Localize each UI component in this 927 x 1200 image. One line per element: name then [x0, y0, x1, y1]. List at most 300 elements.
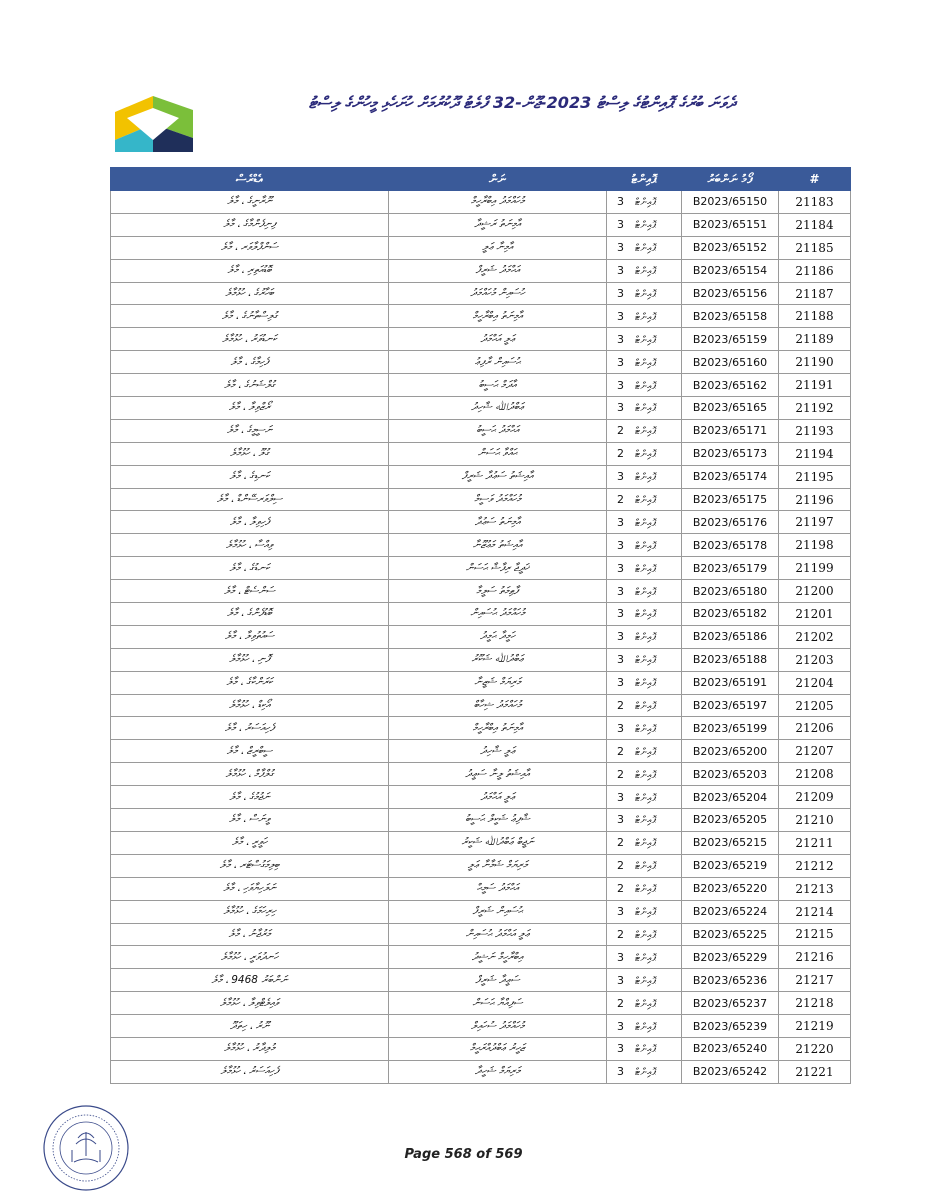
index-cell: 21185	[779, 236, 851, 259]
table-row	[111, 1015, 851, 1038]
points-label: ޕޮއިންޓް	[635, 655, 657, 667]
points-label: ޕޮއިންޓް	[635, 907, 657, 919]
points-value: 3	[617, 287, 624, 300]
address-cell: ވިއްސާ ، ހުޅުމާލެ	[111, 534, 389, 557]
table-row	[111, 717, 851, 740]
name-cell: އާއިޝަތު މަޢުޒޫނާ	[389, 534, 607, 557]
points-label: ޕޮއިންޓް	[635, 266, 657, 278]
points-value: 3	[617, 332, 624, 346]
form-number-cell: B2023/65220	[682, 877, 779, 900]
address-cell: ފެހިއަސަރު ، މާލެ	[111, 717, 389, 740]
points-label: ޕޮއިންޓް	[635, 403, 657, 415]
points-label: ޕޮއިންޓް	[635, 495, 657, 507]
name-cell: އާމިނަތު ސަޢުދާ	[389, 511, 607, 534]
points-value: 3	[617, 1019, 624, 1033]
index-cell: 21210	[779, 809, 851, 832]
name-cell: އާމިނަތު އިބްރާހީމް	[389, 305, 607, 328]
index-cell: 21190	[779, 351, 851, 374]
form-number-cell: B2023/65240	[682, 1037, 779, 1060]
name-cell: އާމިނަތު އިބްރާހީމް	[389, 717, 607, 740]
name-cell: ޙުސައިން ރާފިޢު	[389, 351, 607, 374]
points-label: ޕޮއިންޓް	[635, 952, 657, 964]
points-cell	[607, 419, 682, 442]
index-cell: 21197	[779, 511, 851, 534]
points-cell	[607, 236, 682, 259]
address-cell: ނަޖުމުގެ ، މާލެ	[111, 786, 389, 809]
address-cell: ކަރަންކާގެ ، މާލެ	[111, 671, 389, 694]
address-cell: ހަވީރީ ، މާލެ	[111, 831, 389, 854]
index-cell: 21206	[779, 717, 851, 740]
index-cell: 21202	[779, 625, 851, 648]
form-number-cell: B2023/65171	[682, 419, 779, 442]
name-cell: މުހައްމަދު ވަސީމް	[389, 488, 607, 511]
form-number-cell: B2023/65204	[682, 786, 779, 809]
table-row	[111, 213, 851, 236]
table-row	[111, 923, 851, 946]
name-cell: އަޙްމަދު ސަމީޙް	[389, 877, 607, 900]
col-points: ޕޮއިންޓު	[607, 168, 682, 191]
address-cell: ނަލަހިޔާވަހި ، މާލެ	[111, 877, 389, 900]
index-cell: 21211	[779, 831, 851, 854]
address-cell: ނަސީމީގެ ، މާލެ	[111, 419, 389, 442]
form-number-cell: B2023/65199	[682, 717, 779, 740]
name-cell: ޙުސައިން ޝަރީފް	[389, 900, 607, 923]
form-number-cell: B2023/65152	[682, 236, 779, 259]
index-cell: 21215	[779, 923, 851, 946]
points-value: 2	[617, 859, 624, 873]
points-cell	[607, 763, 682, 786]
points-label: ޕޮއިންޓް	[635, 197, 657, 209]
name-cell: ސަފިއްޔާ ޙަސަން	[389, 992, 607, 1015]
form-number-cell: B2023/65174	[682, 465, 779, 488]
name-cell: ޚަދީޖާ ރިފާޝާ ޙަސަން	[389, 557, 607, 580]
points-value: 2	[617, 447, 624, 461]
points-value: 3	[617, 653, 624, 667]
form-number-cell: B2023/65225	[682, 923, 779, 946]
index-cell: 21189	[779, 328, 851, 351]
address-cell: ކަނޑުވަރު ، ހުޅުމާލެ	[111, 328, 389, 351]
address-cell: ސަންފްލާވަރ ، މާލެ	[111, 236, 389, 259]
index-cell: 21216	[779, 946, 851, 969]
index-cell: 21198	[779, 534, 851, 557]
points-value: 3	[617, 309, 624, 323]
form-number-cell: B2023/65151	[682, 213, 779, 236]
points-value: 3	[617, 813, 624, 827]
points-label: ޕޮއިންޓް	[635, 884, 657, 896]
points-cell	[607, 786, 682, 809]
index-cell: 21207	[779, 740, 851, 763]
name-cell: އާމިނަތު ރަޝީދާ	[389, 213, 607, 236]
points-value: 3	[617, 973, 624, 987]
points-cell	[607, 488, 682, 511]
points-value: 2	[617, 836, 624, 850]
points-label: ޕޮއިންޓް	[635, 563, 657, 575]
points-value: 3	[617, 584, 624, 598]
index-cell: 21212	[779, 854, 851, 877]
points-value: 3	[617, 264, 624, 278]
form-number-cell: B2023/65175	[682, 488, 779, 511]
index-cell: 21214	[779, 900, 851, 923]
form-number-cell: B2023/65182	[682, 603, 779, 626]
page-number: Page 568 of 569	[404, 1147, 523, 1162]
points-value: 3	[617, 721, 624, 735]
table-row	[111, 191, 851, 214]
table-row	[111, 671, 851, 694]
points-cell	[607, 831, 682, 854]
points-value: 2	[617, 424, 624, 438]
points-cell	[607, 694, 682, 717]
form-number-cell: B2023/65200	[682, 740, 779, 763]
points-cell	[607, 969, 682, 992]
points-value: 3	[617, 355, 624, 369]
form-number-cell: B2023/65180	[682, 580, 779, 603]
points-cell	[607, 946, 682, 969]
index-cell: 21183	[779, 191, 851, 214]
form-number-cell: B2023/65186	[682, 625, 779, 648]
form-number-cell: B2023/65188	[682, 648, 779, 671]
index-cell: 21213	[779, 877, 851, 900]
index-cell: 21219	[779, 1015, 851, 1038]
points-cell	[607, 397, 682, 420]
points-label: ޕޮއިންޓް	[635, 975, 657, 987]
points-cell	[607, 351, 682, 374]
name-cell: ހަމީދާ ޙަމީދު	[389, 625, 607, 648]
name-cell: މުހައްމަދު އިބްރާހީމް	[389, 191, 607, 214]
table-row	[111, 236, 851, 259]
points-cell	[607, 282, 682, 305]
points-value: 3	[617, 470, 624, 484]
form-number-cell: B2023/65237	[682, 992, 779, 1015]
col-index: #	[779, 168, 851, 191]
index-cell: 21195	[779, 465, 851, 488]
points-value: 3	[617, 378, 624, 392]
table-row	[111, 328, 851, 351]
table-row	[111, 625, 851, 648]
index-cell: 21192	[779, 397, 851, 420]
name-cell: ޢަބްދުﷲ ޝާހިދު	[389, 397, 607, 420]
points-label: ޕޮއިންޓް	[635, 815, 657, 827]
points-value: 3	[617, 515, 624, 529]
points-cell	[607, 305, 682, 328]
index-cell: 21201	[779, 603, 851, 626]
points-label: ޕޮއިންޓް	[635, 380, 657, 392]
name-cell: އިބްރާހީމް ނަޝީދު	[389, 946, 607, 969]
address-cell: ބަހާރުގެ ، ހުޅުމާލެ	[111, 282, 389, 305]
table-row	[111, 992, 851, 1015]
index-cell: 21200	[779, 580, 851, 603]
points-value: 2	[617, 699, 624, 713]
points-label: ޕޮއިންޓް	[635, 540, 657, 552]
form-number-cell: B2023/65179	[682, 557, 779, 580]
address-cell: ފޮނި ، ހުޅުމާލެ	[111, 648, 389, 671]
index-cell: 21186	[779, 259, 851, 282]
points-label: ޕޮއިންޓް	[635, 861, 657, 873]
points-label: ޕޮއިންޓް	[635, 609, 657, 621]
name-cell: ޢަލީ އަޙްމަދު ޙުސައިން	[389, 923, 607, 946]
points-label: ޕޮއިންޓް	[635, 289, 657, 300]
points-label: ޕޮއިންޓް	[635, 929, 657, 941]
points-value: 3	[617, 790, 624, 804]
points-label: ޕޮއިންޓް	[635, 449, 657, 461]
address-cell: ބިލިމަގުސްޓަރ ، މާލެ	[111, 854, 389, 877]
points-cell	[607, 534, 682, 557]
index-cell: 21208	[779, 763, 851, 786]
table-row	[111, 786, 851, 809]
points-cell	[607, 1060, 682, 1083]
table-row	[111, 534, 851, 557]
name-cell: ޙައްވާ ޙަސަން	[389, 442, 607, 465]
name-cell: މަރިޔަމް ޝަމާނާ ޢަލީ	[389, 854, 607, 877]
table-row	[111, 763, 851, 786]
table-row	[111, 442, 851, 465]
points-label: ޕޮއިންޓް	[635, 678, 657, 690]
table-row	[111, 877, 851, 900]
table-row	[111, 740, 851, 763]
name-cell: މުހައްމަދު ޝިހާބް	[389, 694, 607, 717]
points-label: ޕޮއިންޓް	[635, 426, 657, 438]
points-label: ޕޮއިންޓް	[635, 746, 657, 758]
name-cell: ޢަލީ އަޙްމަދު	[389, 328, 607, 351]
form-number-cell: B2023/65158	[682, 305, 779, 328]
points-cell	[607, 374, 682, 397]
col-address: އެޑްރެސް	[111, 168, 389, 191]
index-cell: 21193	[779, 419, 851, 442]
name-cell: ހުސައިން މުހައްމަދު	[389, 282, 607, 305]
form-number-cell: B2023/65205	[682, 809, 779, 832]
points-cell	[607, 557, 682, 580]
form-number-cell: B2023/65160	[682, 351, 779, 374]
form-number-cell: B2023/65191	[682, 671, 779, 694]
points-value: 2	[617, 927, 624, 941]
index-cell: 21203	[779, 648, 851, 671]
form-number-cell: B2023/65197	[682, 694, 779, 717]
points-label: ޕޮއިންޓް	[635, 334, 657, 346]
address-cell: ގުލިސްތާނުގެ ، މާލެ	[111, 305, 389, 328]
index-cell: 21217	[779, 969, 851, 992]
name-cell: މުހައްމަދު ސުހައިލް	[389, 1015, 607, 1038]
points-label: ޕޮއިންޓް	[635, 769, 657, 781]
index-cell: 21199	[779, 557, 851, 580]
points-cell	[607, 511, 682, 534]
address-cell: ފެހިވިލާ ، މާލެ	[111, 511, 389, 534]
index-cell: 21204	[779, 671, 851, 694]
points-value: 3	[617, 1065, 624, 1079]
form-number-cell: B2023/65156	[682, 282, 779, 305]
points-label: ޕޮއިންޓް	[635, 723, 657, 735]
points-value: 3	[617, 218, 624, 232]
form-number-cell: B2023/65219	[682, 854, 779, 877]
table-row	[111, 305, 851, 328]
name-cell: މަރިޔަމް ޝަޒީނާ	[389, 671, 607, 694]
points-cell	[607, 191, 682, 214]
name-cell: އާދަމް ޙަސީބު	[389, 374, 607, 397]
name-cell: ޢަލީ ޝާހިދު	[389, 740, 607, 763]
points-cell	[607, 442, 682, 465]
points-cell	[607, 877, 682, 900]
address-cell: ފިނިފެންމާގެ ، މާލެ	[111, 213, 389, 236]
address-cell: ސަންސެޓް ، މާލެ	[111, 580, 389, 603]
points-value: 2	[617, 882, 624, 896]
points-value: 3	[617, 401, 624, 415]
name-cell: ޢަބްދުﷲ ޝަކޫރު	[389, 648, 607, 671]
table-row	[111, 419, 851, 442]
table-row	[111, 511, 851, 534]
points-label: ޕޮއިންޓް	[635, 792, 657, 804]
points-value: 2	[617, 767, 624, 781]
table-row	[111, 694, 851, 717]
table-row	[111, 831, 851, 854]
address-cell: ކަނޑުގެ ، މާލެ	[111, 557, 389, 580]
address-cell: ނަންބަރު 9468 ، މާލެ	[111, 969, 389, 992]
points-label: ޕޮއިންޓް	[635, 1044, 657, 1056]
points-value: 3	[617, 905, 624, 919]
address-cell: ބޮޑުފެންގެ ، މާލެ	[111, 603, 389, 626]
name-cell: ފާޠިމަތު ސަލީމާ	[389, 580, 607, 603]
table-row	[111, 854, 851, 877]
points-cell	[607, 213, 682, 236]
address-cell: ސީބްރީޒް ، މާލެ	[111, 740, 389, 763]
points-label: ޕޮއިންޓް	[635, 1021, 657, 1033]
points-value: 3	[617, 630, 624, 644]
points-cell	[607, 580, 682, 603]
points-cell	[607, 854, 682, 877]
address-cell: މުލިދާރު ، ހުޅުމާލެ	[111, 1037, 389, 1060]
table-row	[111, 1060, 851, 1083]
address-cell: ރޯޒްވިލާ ، މާލެ	[111, 397, 389, 420]
points-cell	[607, 809, 682, 832]
points-value: 2	[617, 493, 624, 507]
table-row	[111, 374, 851, 397]
table-row	[111, 1037, 851, 1060]
form-number-cell: B2023/65150	[682, 191, 779, 214]
points-cell	[607, 328, 682, 351]
address-cell: މަރުޖާނު ، މާލެ	[111, 923, 389, 946]
points-cell	[607, 992, 682, 1015]
points-label: ޕޮއިންޓް	[635, 472, 657, 484]
housing-logo	[113, 94, 195, 154]
name-cell: އަޙްމަދު ޝަރީފް	[389, 259, 607, 282]
points-label: ޕޮއިންޓް	[635, 311, 657, 323]
index-cell: 21191	[779, 374, 851, 397]
table-row	[111, 603, 851, 626]
form-number-cell: B2023/65215	[682, 831, 779, 854]
points-value: 3	[617, 607, 624, 621]
form-number-cell: B2023/65242	[682, 1060, 779, 1083]
address-cell: ގުލްފާމް ، ހުޅުމާލެ	[111, 763, 389, 786]
name-cell: އާއިޝަތު ލީނާ ސަޢީދު	[389, 763, 607, 786]
address-cell: އޯކިޑް ، ހުޅުމާލެ	[111, 694, 389, 717]
table-row	[111, 946, 851, 969]
points-cell	[607, 603, 682, 626]
points-label: ޕޮއިންޓް	[635, 701, 657, 713]
index-cell: 21184	[779, 213, 851, 236]
index-cell: 21218	[779, 992, 851, 1015]
points-value: 3	[617, 241, 624, 255]
points-cell	[607, 740, 682, 763]
form-number-cell: B2023/65229	[682, 946, 779, 969]
points-cell	[607, 1037, 682, 1060]
address-cell: ބޮޑުއަތިރި ، މާލެ	[111, 259, 389, 282]
points-cell	[607, 465, 682, 488]
points-cell	[607, 259, 682, 282]
name-cell: ޢަލީ އަޙްމަދު	[389, 786, 607, 809]
form-number-cell: B2023/65203	[682, 763, 779, 786]
form-number-cell: B2023/65173	[682, 442, 779, 465]
points-cell	[607, 648, 682, 671]
form-number-cell: B2023/65162	[682, 374, 779, 397]
index-cell: 21221	[779, 1060, 851, 1083]
form-number-cell: B2023/65165	[682, 397, 779, 420]
form-number-cell: B2023/65236	[682, 969, 779, 992]
points-value: 3	[617, 538, 624, 552]
index-cell: 21205	[779, 694, 851, 717]
points-value: 2	[617, 744, 624, 758]
table-row	[111, 648, 851, 671]
table-row	[111, 259, 851, 282]
points-label: ޕޮއިންޓް	[635, 243, 657, 255]
points-label: ޕޮއިންޓް	[635, 357, 657, 369]
index-cell: 21196	[779, 488, 851, 511]
points-label: ޕޮއިންޓް	[635, 1067, 657, 1079]
points-cell	[607, 1015, 682, 1038]
table-row	[111, 351, 851, 374]
name-cell: އަޙްމަދު ޙަސީބު	[389, 419, 607, 442]
name-cell: ސަޢީދާ ޝަރީފް	[389, 969, 607, 992]
table-row	[111, 397, 851, 420]
points-cell	[607, 671, 682, 694]
points-value: 3	[617, 676, 624, 690]
address-cell: ސިލްވަރސޭންޑް ، މާލެ	[111, 488, 389, 511]
applicant-table	[110, 167, 851, 1084]
points-value: 3	[617, 195, 624, 209]
address-cell: ހަނދުވަރީ ، ހުޅުމާލެ	[111, 946, 389, 969]
table-row	[111, 900, 851, 923]
index-cell: 21220	[779, 1037, 851, 1060]
points-value: 2	[617, 996, 624, 1010]
form-number-cell: B2023/65239	[682, 1015, 779, 1038]
address-cell: ވީނަސް ، މާލެ	[111, 809, 389, 832]
points-cell	[607, 923, 682, 946]
index-cell: 21194	[779, 442, 851, 465]
points-cell	[607, 900, 682, 923]
address-cell: ސައުތުވިލާ ، މާލެ	[111, 625, 389, 648]
name-cell: އާއިޝަތު ސަޢުދާ ޝަރީފް	[389, 465, 607, 488]
points-label: ޕޮއިންޓް	[635, 220, 657, 232]
index-cell: 21209	[779, 786, 851, 809]
address-cell: ފެހިމާގެ ، މާލެ	[111, 351, 389, 374]
address-cell: ގުލްޝަނުގެ ، މާލެ	[111, 374, 389, 397]
form-number-cell: B2023/65178	[682, 534, 779, 557]
document-title: ދެވަނަ ބުރުގެ ޕޮއިންޓުގެ ލިސްޓު 2023-ޖޫން-32 ފްލެޓު ދޫކުރުމަށް ހުށަހެޅި މީހުންގެ ލިސްޓު	[308, 93, 736, 112]
address-cell: ހިރިހަމަގެ ، ހުޅުމާލެ	[111, 900, 389, 923]
address-cell: ކަނޑިގެ ، މާލެ	[111, 465, 389, 488]
table-row	[111, 969, 851, 992]
points-label: ޕޮއިންޓް	[635, 586, 657, 598]
address-cell: ނޫރު ، ހިތަދޫ	[111, 1015, 389, 1038]
table-row	[111, 465, 851, 488]
name-cell: މަރިޔަމް ޝަހީދާ	[389, 1060, 607, 1083]
name-cell: ޝާފިޢު ޝަކީލް ޙަސީބު	[389, 809, 607, 832]
address-cell: ގުލޫ ، ހުޅުމާލެ	[111, 442, 389, 465]
address-cell: ނޫރާނީގެ ، މާލެ	[111, 191, 389, 214]
name-cell: ނަޖީބް ޢަބްދުﷲ ޝަކީރު	[389, 831, 607, 854]
table-row	[111, 488, 851, 511]
index-cell: 21188	[779, 305, 851, 328]
form-number-cell: B2023/65224	[682, 900, 779, 923]
points-cell	[607, 625, 682, 648]
points-label: ޕޮއިންޓް	[635, 998, 657, 1010]
name-cell: ޒަހީރު ޢަބްދުއްރަޙީމް	[389, 1037, 607, 1060]
